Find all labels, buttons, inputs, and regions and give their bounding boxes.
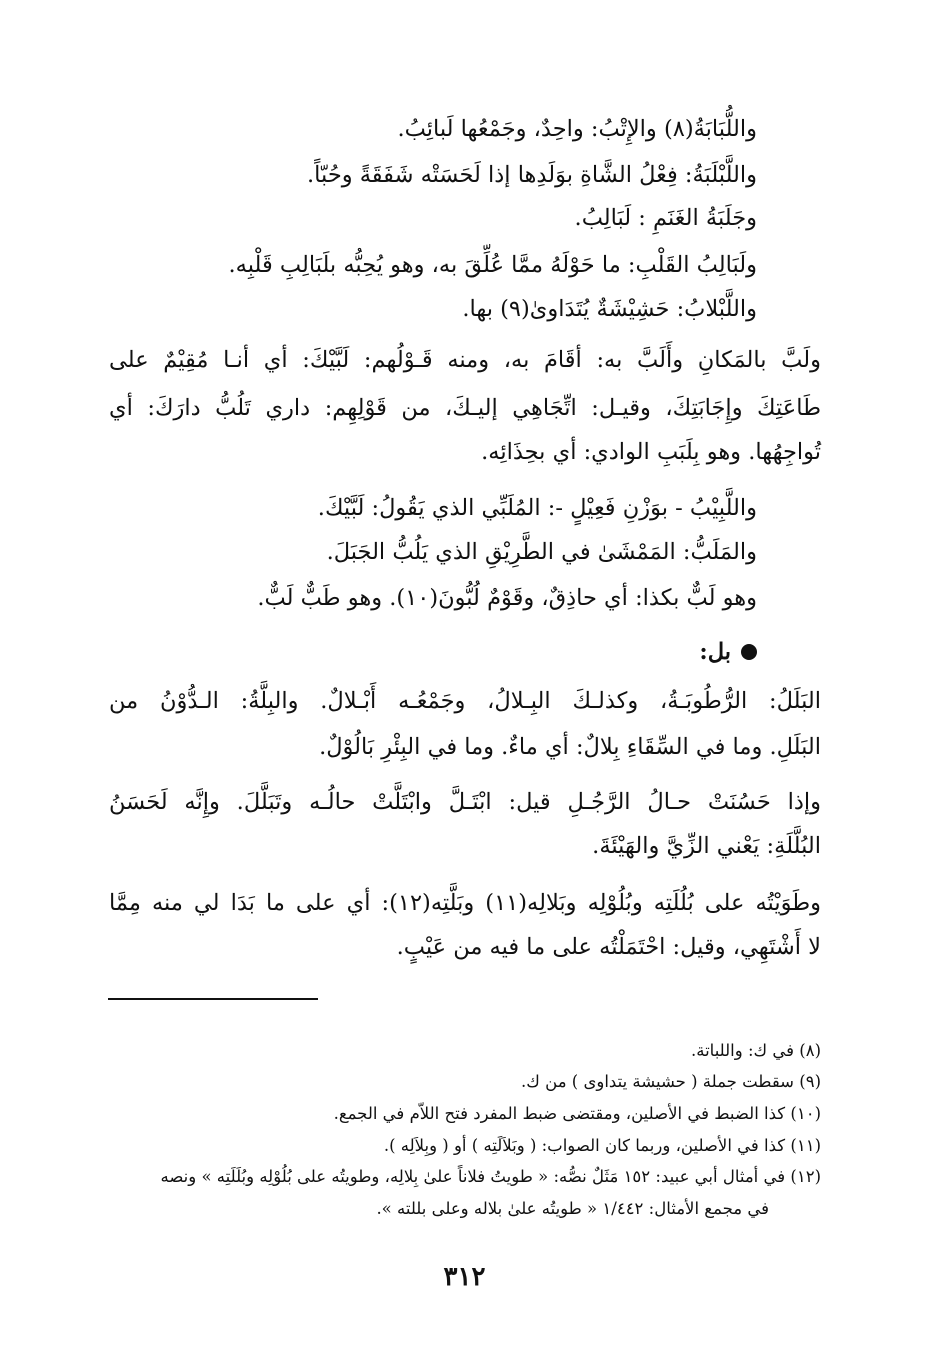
text-line: البَلَلِ. وما في السِّقَاءِ بِلالٌ: أي ماءٌ. وما في البِئْرِ بَالُوْلٌ.: [319, 734, 821, 760]
footnote: (٨) في ك: واللباتة.: [690, 1041, 821, 1060]
footnote: (١١) كذا في الأصلين، وربما كان الصواب: ( وبَلاَلَتِه ) أو ( وبِلاَلِه ).: [383, 1136, 821, 1155]
text-line: وجَلَبَةُ الغَنَمِ : لَبَالِبُ.: [574, 205, 757, 231]
text-line: وإذا حَسُنَتْ حـالُ الرَّجُـلِ قيل: ابْتَـلَّ وابْتَلَّتْ حالُـه وتَبَلَّلَ. وإِنَّه لَحَسَنُ: [109, 789, 821, 815]
footnote: في مجمع الأمثال: ١/٤٤٢ « طويتُه علىٰ بلاله وعلى بللته ».: [376, 1199, 769, 1218]
text-line: وهو لَبٌّ بكذا: أي حاذِقٌ، وقَوْمٌ لُبُّونَ(١٠). وهو طَبٌّ لَبٌّ.: [257, 585, 757, 611]
text-line: ولَبَالِبُ القَلْبِ: ما حَوْلَهُ ممَّا عُلِّقَ به، وهو يُحِبُّه بلَبَالِبِ قَلْبِه.: [228, 252, 757, 278]
text-line: لا أَشْتَهِي، وقيل: احْتَمَلْتُه على ما فيه من عَيْبٍ.: [396, 934, 821, 960]
page-number: ٣١٢: [443, 1262, 486, 1292]
footnote: (١٢) في أمثال أبي عبيد: ١٥٢ مَثَلٌ نصُّه: « طويتُ فلاناً علىٰ بِلالِه، وطويتُه على بُلُوْلِه وبُلَلَتِه » ونصه: [160, 1167, 821, 1186]
text-line: البُلَّلَةِ: يَعْني الزِّيَّ والهَيْئَةَ.: [592, 833, 821, 859]
text-line: وطَوَيْتُه على بُلُلَتِه وبُلُوْلِه وبَلالِه(١١) وبَلَّتِه(١٢): أي على ما بَدَا لي منه مِمَّا: [109, 890, 821, 916]
footnote: (١٠) كذا الضبط في الأصلين، ومقتضى ضبط المفرد فتح اللاّم في الجمع.: [333, 1104, 821, 1123]
text-line: البَلَلُ: الرُّطُوبَـةُ، وكذلـكَ البِـلالُ، وجَمْعُـه أَبْـلالٌ. والبِلَّةُ: الـدُّوْنُ من: [109, 688, 821, 714]
text-line: واللُّبَابَةُ(٨) والإِتْبُ: واحِدٌ، وجَمْعُها لَبائِبُ.: [397, 116, 757, 142]
footnote: (٩) سقطت جملة ( حشيشة يتداوى ) من ك.: [521, 1072, 821, 1091]
text-line: ولَبَّ بالمَكانِ وأَلَبَّ به: أقَامَ به، ومنه قَـوْلُهم: لَبَّيْكَ: أي أنـا مُقِيْمٌ على: [109, 347, 821, 373]
section-heading: [45, 637, 757, 667]
text-line: تُواجِهُها. وهو بِلَبَبِ الوادي: أي بحِذَائِه.: [481, 439, 821, 465]
text-line: طَاعَتِكَ وإِجَابَتِكَ، وقيـل: اتِّجَاهِي إليـكَ، من قَوْلِهِم: داري تَلُبُّ دارَكَ: أي: [109, 395, 821, 421]
text-line: والمَلَبُّ: المَمْشَىٰ في الطَّرِيْقِ الذي يَلُبُّ الجَبَلَ.: [326, 539, 757, 565]
text-line: واللَّبْلابُ: حَشِيْشَةٌ يُتَدَاوىٰ(٩) بها.: [462, 296, 757, 322]
footnote-separator: [108, 998, 318, 1000]
text-line: واللَّبْلَبَةُ: فِعْلُ الشَّاةِ بوَلَدِها إذا لَحَسَتْه شَفَقَةً وحُبّاً.: [307, 162, 757, 188]
bullet-icon: [741, 644, 757, 660]
section-heading-label: بل:: [699, 639, 731, 665]
text-line: واللَّبِيْبُ - بوَزْنِ فَعِيْلٍ -: المُلَبِّي الذي يَقُولُ: لَبَّيْكَ.: [317, 495, 757, 521]
